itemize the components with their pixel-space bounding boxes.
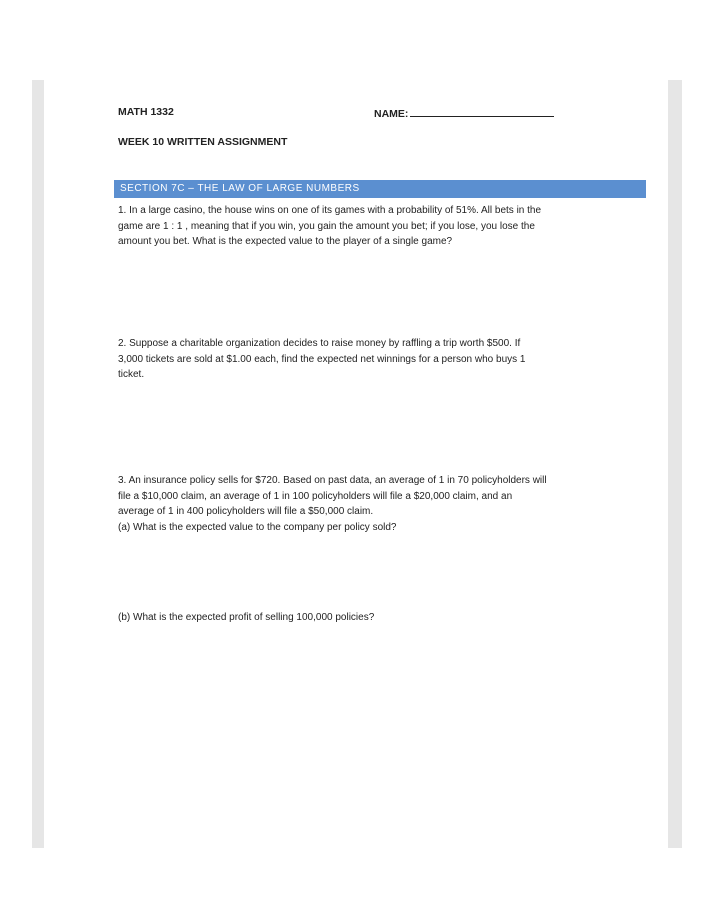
assignment-title: WEEK 10 WRITTEN ASSIGNMENT (118, 136, 288, 148)
question-3-line: 3. An insurance policy sells for $720. Based on past data, an average of 1 in 70 policyholders will (118, 475, 547, 486)
section-banner (114, 180, 646, 198)
question-1-line: game are 1 : 1 , meaning that if you win, you gain the amount you bet; if you lose, you lose the (118, 220, 535, 232)
question-3-line: average of 1 in 400 policyholders will file a $50,000 claim. (118, 506, 374, 517)
question-2-line: ticket. (118, 369, 145, 380)
question-1 (118, 203, 648, 250)
name-label: NAME: (374, 108, 409, 120)
question-3 (118, 473, 648, 535)
question-3b (118, 610, 648, 626)
question-2-line: 2. Suppose a charitable organization decides to raise money by raffling a trip worth $500. If (118, 338, 521, 349)
name-field (374, 106, 554, 120)
page-shadow-right (668, 80, 682, 848)
question-2 (118, 336, 648, 383)
page-shadow-left (32, 80, 44, 848)
section-title: SECTION 7C – THE LAW OF LARGE NUMBERS (120, 183, 360, 194)
course-code: MATH 1332 (118, 106, 174, 118)
question-1-line: 1. In a large casino, the house wins on one of its games with a probability of 51%. All bets in the (118, 205, 542, 216)
document-page (44, 80, 668, 848)
question-3a-line: (a) What is the expected value to the company per policy sold? (118, 521, 397, 533)
question-3b-line: (b) What is the expected profit of selling 100,000 policies? (118, 612, 375, 623)
question-2-line: 3,000 tickets are sold at $1.00 each, find the expected net winnings for a person who buys 1 (118, 353, 526, 365)
question-1-line: amount you bet. What is the expected value to the player of a single game? (118, 236, 453, 247)
name-blank-line (410, 106, 554, 117)
question-3-line: file a $10,000 claim, an average of 1 in 100 policyholders will file a $20,000 claim, and an (118, 490, 513, 502)
